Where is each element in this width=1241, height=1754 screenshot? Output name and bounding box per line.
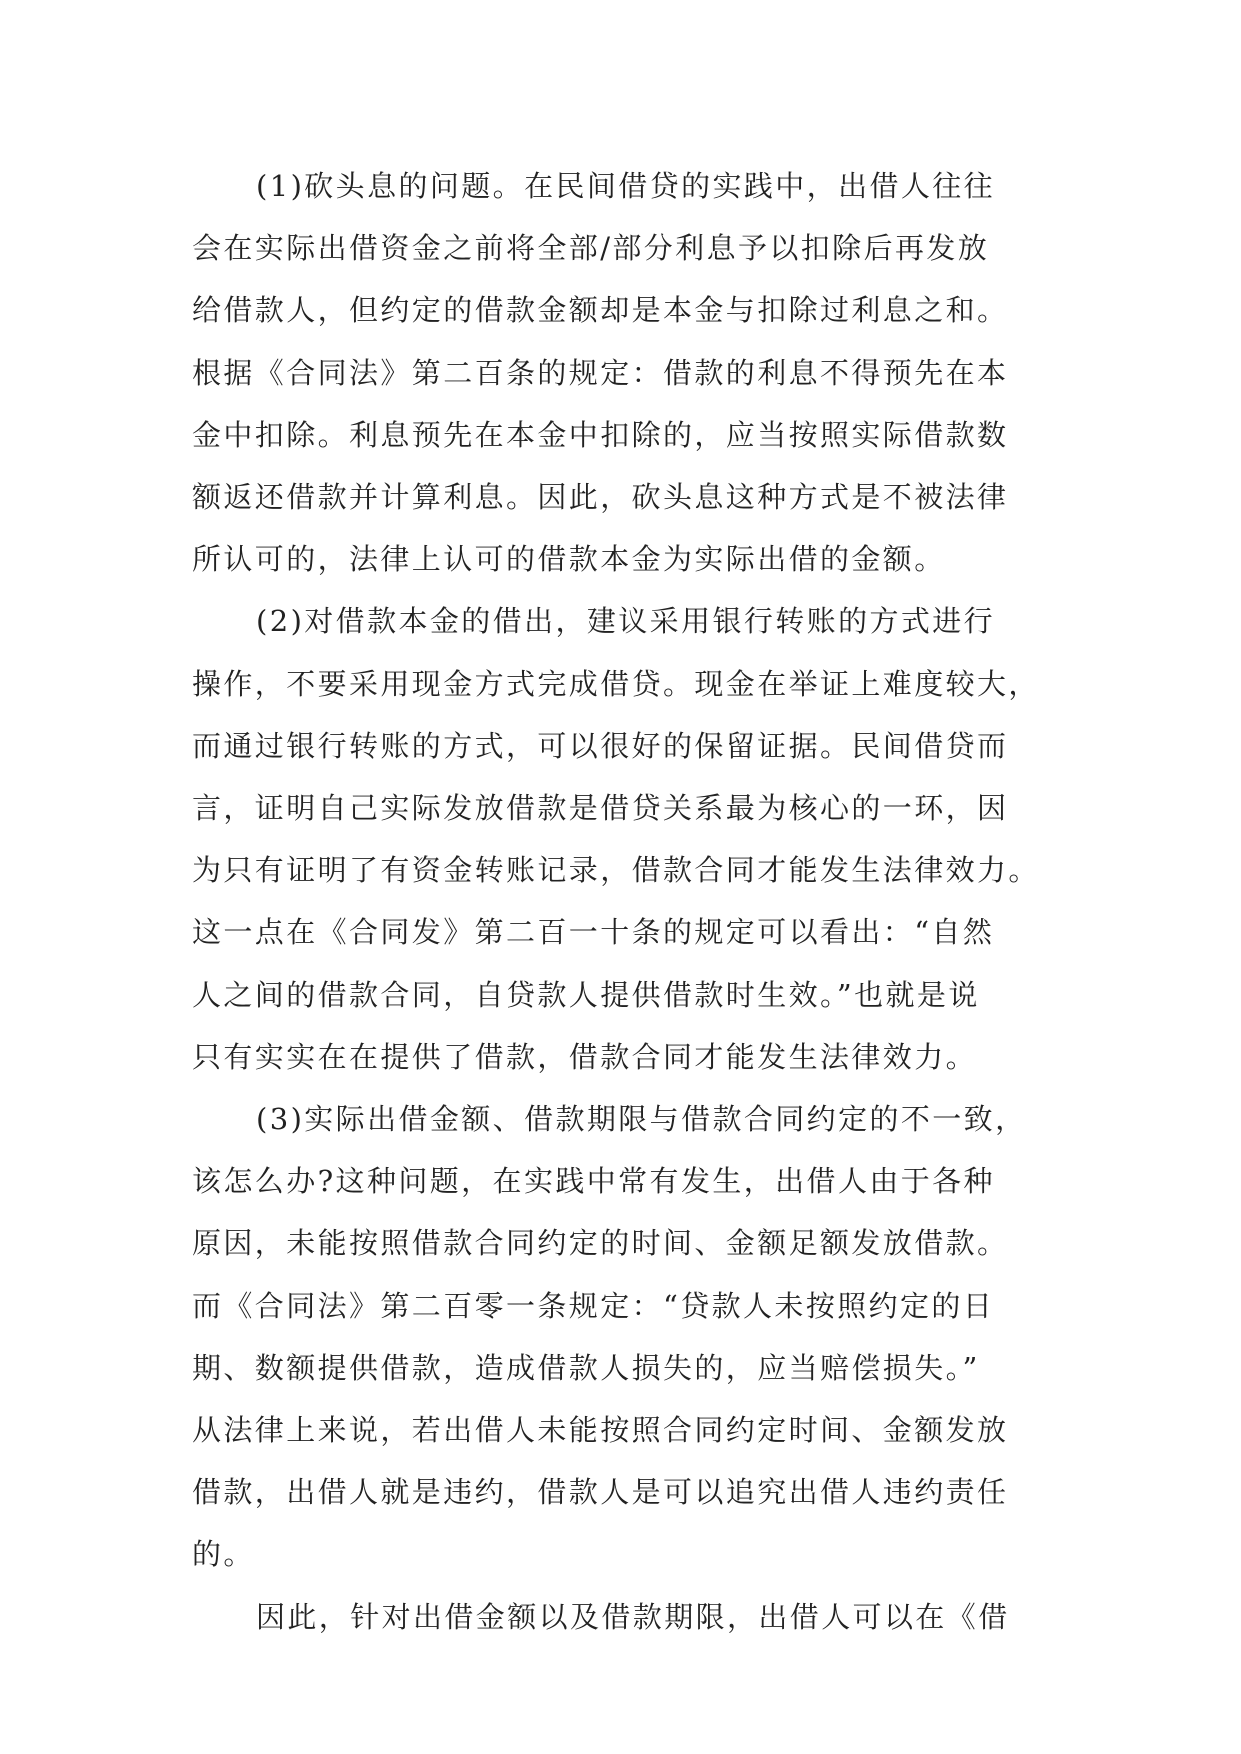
text-line: (1)砍头息的问题。在民间借贷的实践中，出借人往往	[256, 169, 996, 203]
text-line: 操作，不要采用现金方式完成借贷。现金在举证上难度较大，	[192, 666, 1040, 701]
text-line: 只有实实在在提供了借款，借款合同才能发生法律效力。	[192, 1039, 978, 1074]
text-line: 金中扣除。利息预先在本金中扣除的，应当按照实际借款数	[192, 417, 1009, 452]
text-line: 言，证明自己实际发放借款是借贷关系最为核心的一环，因	[192, 791, 1009, 826]
paragraph-amount-mismatch	[192, 1088, 1052, 1586]
paragraph-head-interest	[192, 155, 1052, 590]
text-line: 为只有证明了有资金转账记录，借款合同才能发生法律效力。	[192, 853, 1040, 888]
text-line: (2)对借款本金的借出，建议采用银行转账的方式进行	[256, 604, 996, 639]
text-line: 而通过银行转账的方式，可以很好的保留证据。民间借贷而	[192, 728, 1009, 763]
text-line: 原因，未能按照借款合同约定的时间、金额足额发放借款。	[192, 1226, 1009, 1261]
text-line: 额返还借款并计算利息。因此，砍头息这种方式是不被法律	[192, 480, 1009, 515]
paragraph-principal-lending	[192, 590, 1052, 1088]
text-line: 该怎么办?这种问题，在实践中常有发生，出借人由于各种	[192, 1164, 995, 1199]
paragraph-conclusion	[192, 1586, 1052, 1648]
text-line: 根据《合同法》第二百条的规定：借款的利息不得预先在本	[192, 355, 1009, 390]
text-line: 的。	[192, 1537, 255, 1572]
text-line: 这一点在《合同发》第二百一十条的规定可以看出：“自然	[192, 915, 995, 950]
text-line: 人之间的借款合同，自贷款人提供借款时生效。”也就是说	[192, 977, 980, 1012]
text-line: 会在实际出借资金之前将全部/部分利息予以扣除后再发放	[192, 231, 990, 266]
text-line: 借款，出借人就是违约，借款人是可以追究出借人违约责任	[192, 1475, 1009, 1510]
text-line: 所认可的，法律上认可的借款本金为实际出借的金额。	[192, 542, 946, 577]
text-line: 给借款人，但约定的借款金额却是本金与扣除过利息之和。	[192, 293, 1009, 328]
text-line: (3)实际出借金额、借款期限与借款合同约定的不一致，	[256, 1102, 1027, 1137]
text-line: 因此，针对出借金额以及借款期限，出借人可以在《借	[256, 1599, 1010, 1634]
document-body	[192, 155, 1052, 1648]
text-line: 从法律上来说，若出借人未能按照合同约定时间、金额发放	[192, 1413, 1009, 1448]
text-line: 而《合同法》第二百零一条规定：“贷款人未按照约定的日	[192, 1288, 995, 1323]
text-line: 期、数额提供借款，造成借款人损失的，应当赔偿损失。”	[192, 1350, 980, 1385]
